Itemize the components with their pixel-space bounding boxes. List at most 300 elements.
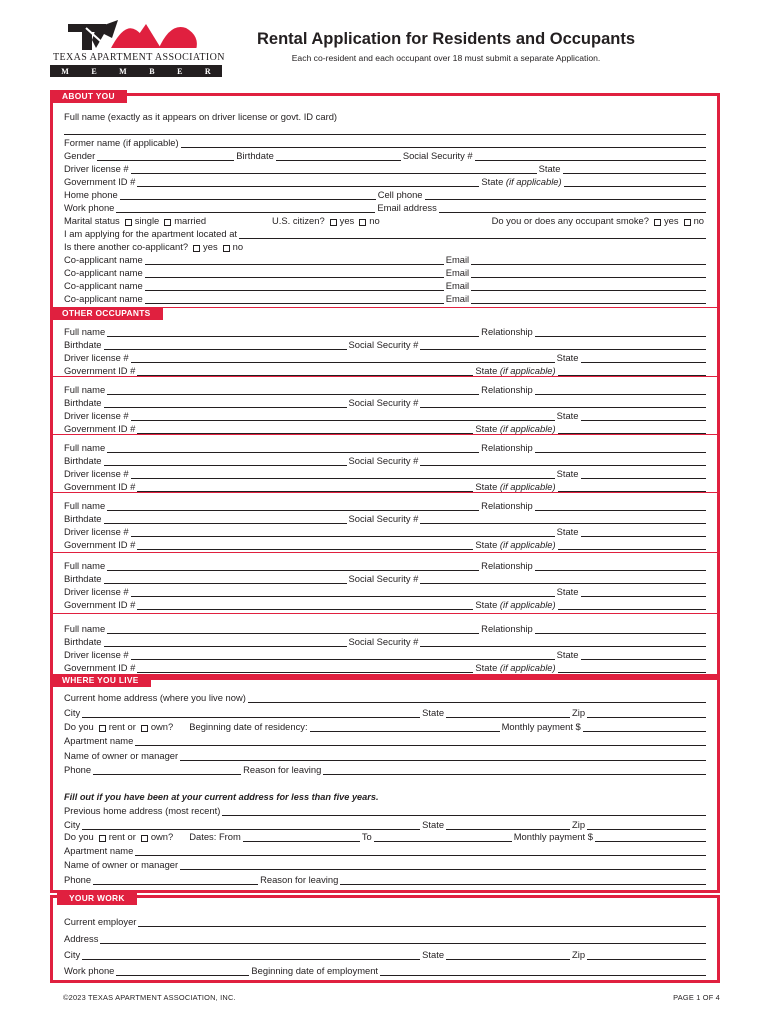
occupant-ssn-label: Social Security # — [348, 513, 419, 524]
occupant-ssn-field[interactable] — [420, 515, 706, 524]
occupant-full-name-field[interactable] — [107, 562, 479, 571]
occupant-relationship-field[interactable] — [535, 625, 706, 634]
current-address-label: Current home address (where you live now) — [64, 692, 246, 703]
prev-city-label: City — [64, 819, 81, 830]
smoke-yes-label: yes — [663, 215, 679, 226]
citizen-no-checkbox[interactable] — [359, 219, 366, 226]
occupant-dl-state-label: State — [556, 526, 579, 537]
former-name-row — [64, 135, 706, 148]
gid-state-text: State — [481, 176, 504, 187]
prev-apartment-name-field[interactable] — [135, 847, 706, 856]
occupant-row — [64, 421, 706, 434]
occupant-birthdate-label: Birthdate — [64, 339, 102, 350]
monthly-payment-label: Monthly payment $ — [501, 721, 581, 732]
current-employer-field[interactable] — [138, 918, 706, 927]
dates-to-label: To — [361, 831, 372, 842]
prev-reason-leaving-field[interactable] — [340, 876, 706, 885]
occupant-full-name-field[interactable] — [107, 502, 479, 511]
smoke-yes-checkbox[interactable] — [654, 219, 661, 226]
occupant-relationship-label: Relationship — [481, 623, 533, 634]
work-city-field[interactable] — [82, 951, 420, 960]
email-address-field[interactable] — [439, 204, 706, 213]
your-work-section — [50, 895, 720, 983]
zip-label: Zip — [572, 707, 586, 718]
work-phone-field[interactable] — [116, 204, 375, 213]
taa-logo-art — [66, 18, 206, 52]
prev-apartment-name-row — [64, 843, 706, 856]
prev-owner-manager-row — [64, 857, 706, 870]
dl-state-field[interactable] — [563, 165, 707, 174]
prev-rent-label: rent or — [108, 831, 136, 842]
five-years-note: Fill out if you have been at your current address for less than five years. — [64, 792, 379, 802]
logo-letter: E — [91, 66, 97, 76]
occupant-ssn-field[interactable] — [420, 399, 706, 408]
occupant-birthdate-field[interactable] — [104, 341, 347, 350]
coapplicant-email-field[interactable] — [471, 256, 706, 265]
full-name-label: Full name (exactly as it appears on driver license or govt. ID card) — [64, 111, 338, 122]
occupant-row — [64, 584, 706, 597]
occupant-gid-if-applicable: (if applicable) — [499, 662, 556, 673]
work-state-label: State — [422, 949, 445, 960]
prev-phone-label: Phone — [64, 874, 92, 885]
occupant-driver-license-label: Driver license # — [64, 586, 129, 597]
full-name-row-line — [64, 122, 706, 135]
prev-phone-row — [64, 872, 706, 885]
occupant-row — [64, 440, 706, 453]
ssn-label: Social Security # — [402, 150, 473, 161]
occupant-row — [64, 634, 706, 647]
occupant-relationship-field[interactable] — [535, 386, 706, 395]
work-phone-row — [64, 963, 706, 976]
another-coapplicant-row — [64, 239, 706, 252]
beginning-employment-label: Beginning date of employment — [251, 965, 379, 976]
email-address-label: Email address — [377, 202, 437, 213]
former-name-label: Former name (if applicable) — [64, 137, 179, 148]
ssn-field[interactable] — [475, 152, 706, 161]
occupant-driver-license-field[interactable] — [131, 588, 555, 597]
work-address-row — [64, 931, 706, 944]
work-phone-label: Work phone — [64, 965, 115, 976]
occupant-dl-state-field[interactable] — [581, 588, 707, 597]
prev-owner-manager-field[interactable] — [180, 861, 706, 870]
occupant-dl-state-label: State — [556, 352, 579, 363]
occupant-row — [64, 537, 706, 550]
occupant-row — [64, 660, 706, 673]
apartment-name-label: Apartment name — [64, 735, 134, 746]
occupant-ssn-label: Social Security # — [348, 573, 419, 584]
driver-license-row — [64, 161, 706, 174]
us-citizen-label: U.S. citizen? — [272, 215, 325, 226]
coapplicant-yes-label: yes — [203, 241, 218, 252]
coapplicant-yes-checkbox[interactable] — [193, 245, 200, 252]
occupant-driver-license-label: Driver license # — [64, 526, 129, 537]
owner-manager-label: Name of owner or manager — [64, 750, 179, 761]
occupant-birthdate-field[interactable] — [104, 575, 347, 584]
occupant-dl-state-field[interactable] — [581, 528, 707, 537]
reason-leaving-label: Reason for leaving — [243, 764, 322, 775]
occupant-row — [64, 466, 706, 479]
rent-label: rent or — [108, 721, 136, 732]
occupant-gid-state-field[interactable] — [558, 664, 706, 673]
occupant-full-name-label: Full name — [64, 560, 106, 571]
coapplicant-email-field[interactable] — [471, 282, 706, 291]
occupant-dl-state-field[interactable] — [581, 470, 707, 479]
occupant-dl-state-label: State — [556, 586, 579, 597]
dates-from-label: Dates: From — [189, 831, 241, 842]
occupant-gid-state-text: State — [475, 481, 498, 492]
occupant-row — [64, 395, 706, 408]
former-name-field[interactable] — [181, 139, 706, 148]
prev-owner-manager-label: Name of owner or manager — [64, 859, 179, 870]
occupant-dl-state-field[interactable] — [581, 354, 707, 363]
work-city-label: City — [64, 949, 81, 960]
occupant-birthdate-label: Birthdate — [64, 513, 102, 524]
previous-address-field[interactable] — [222, 807, 706, 816]
beginning-employment-field[interactable] — [380, 967, 706, 976]
smoke-no-label: no — [693, 215, 704, 226]
previous-address-row — [64, 803, 706, 816]
occupant-government-id-field[interactable] — [137, 367, 473, 376]
zip-field[interactable] — [587, 709, 706, 718]
occupant-relationship-label: Relationship — [481, 384, 533, 395]
city-field[interactable] — [82, 709, 420, 718]
logo-letter: M — [119, 66, 127, 76]
occupant-gid-state-label — [475, 423, 557, 434]
occupant-dl-state-label: State — [556, 410, 579, 421]
occupant-birthdate-field[interactable] — [104, 638, 347, 647]
driver-license-label: Driver license # — [64, 163, 129, 174]
occupant-row — [64, 647, 706, 660]
logo-letter: B — [149, 66, 155, 76]
occupant-birthdate-field[interactable] — [104, 399, 347, 408]
own-label: own? — [150, 721, 174, 732]
occupant-row — [64, 350, 706, 363]
home-phone-field[interactable] — [120, 191, 376, 200]
occupant-birthdate-label: Birthdate — [64, 455, 102, 466]
occupant-driver-license-label: Driver license # — [64, 352, 129, 363]
apartment-name-row — [64, 733, 706, 746]
work-phone-field[interactable] — [116, 967, 249, 976]
occupant-row — [64, 571, 706, 584]
gender-field[interactable] — [97, 152, 234, 161]
work-phone-label: Work phone — [64, 202, 115, 213]
coapplicant-no-label: no — [232, 241, 244, 252]
occupant-driver-license-field[interactable] — [131, 528, 555, 537]
occupant-birthdate-field[interactable] — [104, 515, 347, 524]
logo-name: TEXAS APARTMENT ASSOCIATION — [53, 52, 225, 63]
home-phone-row — [64, 187, 706, 200]
coapplicant-email-field[interactable] — [471, 295, 706, 304]
single-label: single — [134, 215, 160, 226]
occupant-driver-license-field[interactable] — [131, 651, 555, 660]
citizen-yes-checkbox[interactable] — [330, 219, 337, 226]
occupant-driver-license-label: Driver license # — [64, 468, 129, 479]
logo-member-bar — [50, 65, 222, 77]
prev-own-label: own? — [150, 831, 174, 842]
prev-apartment-name-label: Apartment name — [64, 845, 134, 856]
current-phone-row — [64, 762, 706, 775]
occupant-ssn-field[interactable] — [420, 457, 706, 466]
occupant-row — [64, 479, 706, 492]
occupant-gid-if-applicable: (if applicable) — [499, 599, 556, 610]
birthdate-field[interactable] — [276, 152, 401, 161]
occupant-gid-state-label — [475, 599, 557, 610]
occupant-government-id-field[interactable] — [137, 483, 473, 492]
occupant-full-name-field[interactable] — [107, 625, 479, 634]
occupant-row — [64, 511, 706, 524]
prev-zip-label: Zip — [572, 819, 586, 830]
prev-monthly-payment-field[interactable] — [595, 833, 706, 842]
apartment-address-field[interactable] — [239, 230, 706, 239]
own-checkbox[interactable] — [141, 725, 148, 732]
work-state-field[interactable] — [446, 951, 570, 960]
occupant-government-id-field[interactable] — [137, 541, 473, 550]
coapplicant-email-label: Email — [445, 280, 470, 291]
coapplicant-row — [64, 291, 706, 304]
page-subtitle: Each co-resident and each occupant over 18 must submit a separate Application. — [291, 53, 601, 63]
driver-license-field[interactable] — [131, 165, 537, 174]
page-title: Rental Application for Residents and Occupants — [256, 30, 636, 48]
work-phone-row — [64, 200, 706, 213]
occupant-relationship-label: Relationship — [481, 560, 533, 571]
gid-state-field[interactable] — [564, 178, 706, 187]
occupant-row — [64, 363, 706, 376]
occupant-divider — [53, 492, 717, 493]
occupant-gid-state-label — [475, 539, 557, 550]
occupant-birthdate-label: Birthdate — [64, 397, 102, 408]
occupant-divider — [53, 552, 717, 553]
occupant-ssn-field[interactable] — [420, 575, 706, 584]
gid-if-applicable: (if applicable) — [505, 176, 562, 187]
occupant-dl-state-field[interactable] — [581, 651, 707, 660]
previous-rent-row — [64, 829, 706, 842]
occupant-ssn-label: Social Security # — [348, 636, 419, 647]
prev-rent-checkbox[interactable] — [99, 835, 106, 842]
state-field[interactable] — [446, 709, 570, 718]
occupant-gid-if-applicable: (if applicable) — [499, 539, 556, 550]
work-address-label: Address — [64, 933, 99, 944]
monthly-payment-field[interactable] — [583, 723, 706, 732]
coapplicant-email-field[interactable] — [471, 269, 706, 278]
occupant-full-name-label: Full name — [64, 442, 106, 453]
prev-do-you-label: Do you — [64, 831, 94, 842]
married-label: married — [174, 215, 207, 226]
cell-phone-label: Cell phone — [377, 189, 423, 200]
occupant-driver-license-label: Driver license # — [64, 410, 129, 421]
occupant-gid-state-label — [475, 481, 557, 492]
work-zip-label: Zip — [572, 949, 586, 960]
employer-row — [64, 914, 706, 927]
occupant-dl-state-field[interactable] — [581, 412, 707, 421]
marital-status-label: Marital status — [64, 215, 120, 226]
logo-letter: R — [204, 66, 211, 76]
do-you-label: Do you — [64, 721, 94, 732]
phone-label: Phone — [64, 764, 92, 775]
occupant-driver-license-field[interactable] — [131, 412, 555, 421]
occupant-birthdate-label: Birthdate — [64, 636, 102, 647]
occupant-full-name-field[interactable] — [107, 444, 479, 453]
occupant-gid-state-field[interactable] — [558, 367, 706, 376]
coapplicant-email-label: Email — [445, 267, 470, 278]
occupant-gid-state-field[interactable] — [558, 425, 706, 434]
occupant-gid-state-text: State — [475, 599, 498, 610]
single-checkbox[interactable] — [125, 219, 132, 226]
gid-state-label — [481, 176, 563, 187]
smoke-no-checkbox[interactable] — [684, 219, 691, 226]
reason-leaving-field[interactable] — [323, 766, 706, 775]
current-address-field[interactable] — [248, 694, 706, 703]
occupant-row — [64, 621, 706, 634]
occupant-full-name-label: Full name — [64, 500, 106, 511]
apartment-name-field[interactable] — [135, 737, 706, 746]
occupant-driver-license-field[interactable] — [131, 354, 555, 363]
government-id-row — [64, 174, 706, 187]
prev-phone-field[interactable] — [93, 876, 258, 885]
beginning-residency-label: Beginning date of residency: — [189, 721, 308, 732]
gender-row — [64, 148, 706, 161]
occupant-row — [64, 558, 706, 571]
occupant-gid-state-text: State — [475, 662, 498, 673]
occupant-full-name-field[interactable] — [107, 386, 479, 395]
occupant-row — [64, 337, 706, 350]
occupant-gid-state-text: State — [475, 423, 498, 434]
occupant-relationship-field[interactable] — [535, 328, 706, 337]
where-you-live-section — [50, 677, 720, 893]
current-rent-row — [64, 719, 706, 732]
occupant-relationship-label: Relationship — [481, 326, 533, 337]
occupant-relationship-label: Relationship — [481, 500, 533, 511]
coapplicant-name-field[interactable] — [145, 256, 444, 265]
work-address-field[interactable] — [100, 935, 706, 944]
prev-reason-leaving-label: Reason for leaving — [260, 874, 339, 885]
your-work-tab: YOUR WORK — [57, 892, 137, 905]
occupant-divider — [53, 613, 717, 614]
occupant-gid-state-field[interactable] — [558, 601, 706, 610]
coapplicant-name-label: Co-applicant name — [64, 280, 143, 291]
beginning-residency-field[interactable] — [310, 723, 500, 732]
government-id-label: Government ID # — [64, 176, 136, 187]
current-employer-label: Current employer — [64, 916, 137, 927]
dates-to-field[interactable] — [374, 833, 512, 842]
occupant-full-name-label: Full name — [64, 326, 106, 337]
occupant-gid-state-label — [475, 662, 557, 673]
prev-own-checkbox[interactable] — [141, 835, 148, 842]
government-id-field[interactable] — [137, 178, 479, 187]
occupant-ssn-label: Social Security # — [348, 339, 419, 350]
occupant-full-name-field[interactable] — [107, 328, 479, 337]
occupant-divider — [53, 376, 717, 377]
full-name-row — [64, 109, 706, 122]
previous-address-label: Previous home address (most recent) — [64, 805, 221, 816]
birthdate-label: Birthdate — [236, 150, 274, 161]
marital-row — [64, 213, 706, 226]
coapplicant-name-field[interactable] — [145, 295, 444, 304]
occupant-government-id-label: Government ID # — [64, 481, 136, 492]
citizen-no-label: no — [369, 215, 380, 226]
occupant-ssn-label: Social Security # — [348, 397, 419, 408]
rent-checkbox[interactable] — [99, 725, 106, 732]
occupant-government-id-label: Government ID # — [64, 599, 136, 610]
occupant-relationship-field[interactable] — [535, 502, 706, 511]
occupant-gid-state-field[interactable] — [558, 541, 706, 550]
owner-manager-field[interactable] — [180, 752, 706, 761]
current-address-row — [64, 690, 706, 703]
smoke-label: Do you or does any occupant smoke? — [491, 215, 649, 226]
coapplicant-name-field[interactable] — [145, 269, 444, 278]
about-you-section — [50, 93, 720, 677]
current-city-row — [64, 705, 706, 718]
occupant-government-id-label: Government ID # — [64, 423, 136, 434]
dl-state-label: State — [538, 163, 561, 174]
about-you-tab: ABOUT YOU — [50, 90, 127, 103]
occupant-dl-state-label: State — [556, 468, 579, 479]
coapplicant-name-label: Co-applicant name — [64, 293, 143, 304]
coapplicant-email-label: Email — [445, 293, 470, 304]
occupant-government-id-field[interactable] — [137, 601, 473, 610]
taa-logo — [50, 18, 225, 76]
city-label: City — [64, 707, 81, 718]
coapplicant-row — [64, 265, 706, 278]
cell-phone-field[interactable] — [425, 191, 706, 200]
occupant-relationship-field[interactable] — [535, 444, 706, 453]
coapplicant-row — [64, 278, 706, 291]
dates-from-field[interactable] — [243, 833, 360, 842]
occupant-full-name-label: Full name — [64, 623, 106, 634]
occupant-driver-license-field[interactable] — [131, 470, 555, 479]
coapplicant-name-label: Co-applicant name — [64, 267, 143, 278]
page-number: PAGE 1 OF 4 — [673, 993, 720, 1002]
occupant-row — [64, 597, 706, 610]
work-zip-field[interactable] — [587, 951, 706, 960]
occupant-government-id-label: Government ID # — [64, 539, 136, 550]
prev-state-label: State — [422, 819, 445, 830]
citizen-yes-label: yes — [339, 215, 355, 226]
married-checkbox[interactable] — [164, 219, 171, 226]
full-name-field[interactable] — [64, 126, 706, 135]
occupant-row — [64, 324, 706, 337]
coapplicant-no-checkbox[interactable] — [223, 245, 230, 252]
occupant-gid-state-text: State — [475, 365, 498, 376]
occupant-ssn-label: Social Security # — [348, 455, 419, 466]
occupant-relationship-field[interactable] — [535, 562, 706, 571]
logo-letter: E — [177, 66, 183, 76]
occupant-ssn-field[interactable] — [420, 341, 706, 350]
gender-label: Gender — [64, 150, 96, 161]
occupant-ssn-field[interactable] — [420, 638, 706, 647]
occupant-gid-if-applicable: (if applicable) — [499, 365, 556, 376]
occupant-government-id-field[interactable] — [137, 664, 473, 673]
logo-letter: M — [61, 66, 69, 76]
occupant-government-id-label: Government ID # — [64, 662, 136, 673]
occupant-gid-if-applicable: (if applicable) — [499, 481, 556, 492]
coapplicant-row — [64, 252, 706, 265]
occupant-gid-state-field[interactable] — [558, 483, 706, 492]
occupant-gid-if-applicable: (if applicable) — [499, 423, 556, 434]
where-you-live-tab: WHERE YOU LIVE — [50, 674, 151, 687]
occupant-government-id-label: Government ID # — [64, 365, 136, 376]
applying-for-label: I am applying for the apartment located at — [64, 228, 238, 239]
prev-monthly-payment-label: Monthly payment $ — [513, 831, 593, 842]
occupant-government-id-field[interactable] — [137, 425, 473, 434]
occupant-divider — [53, 434, 717, 435]
occupant-row — [64, 408, 706, 421]
state-label: State — [422, 707, 445, 718]
occupant-birthdate-field[interactable] — [104, 457, 347, 466]
occupant-row — [64, 382, 706, 395]
coapplicant-name-label: Co-applicant name — [64, 254, 143, 265]
coapplicant-name-field[interactable] — [145, 282, 444, 291]
phone-field[interactable] — [93, 766, 241, 775]
